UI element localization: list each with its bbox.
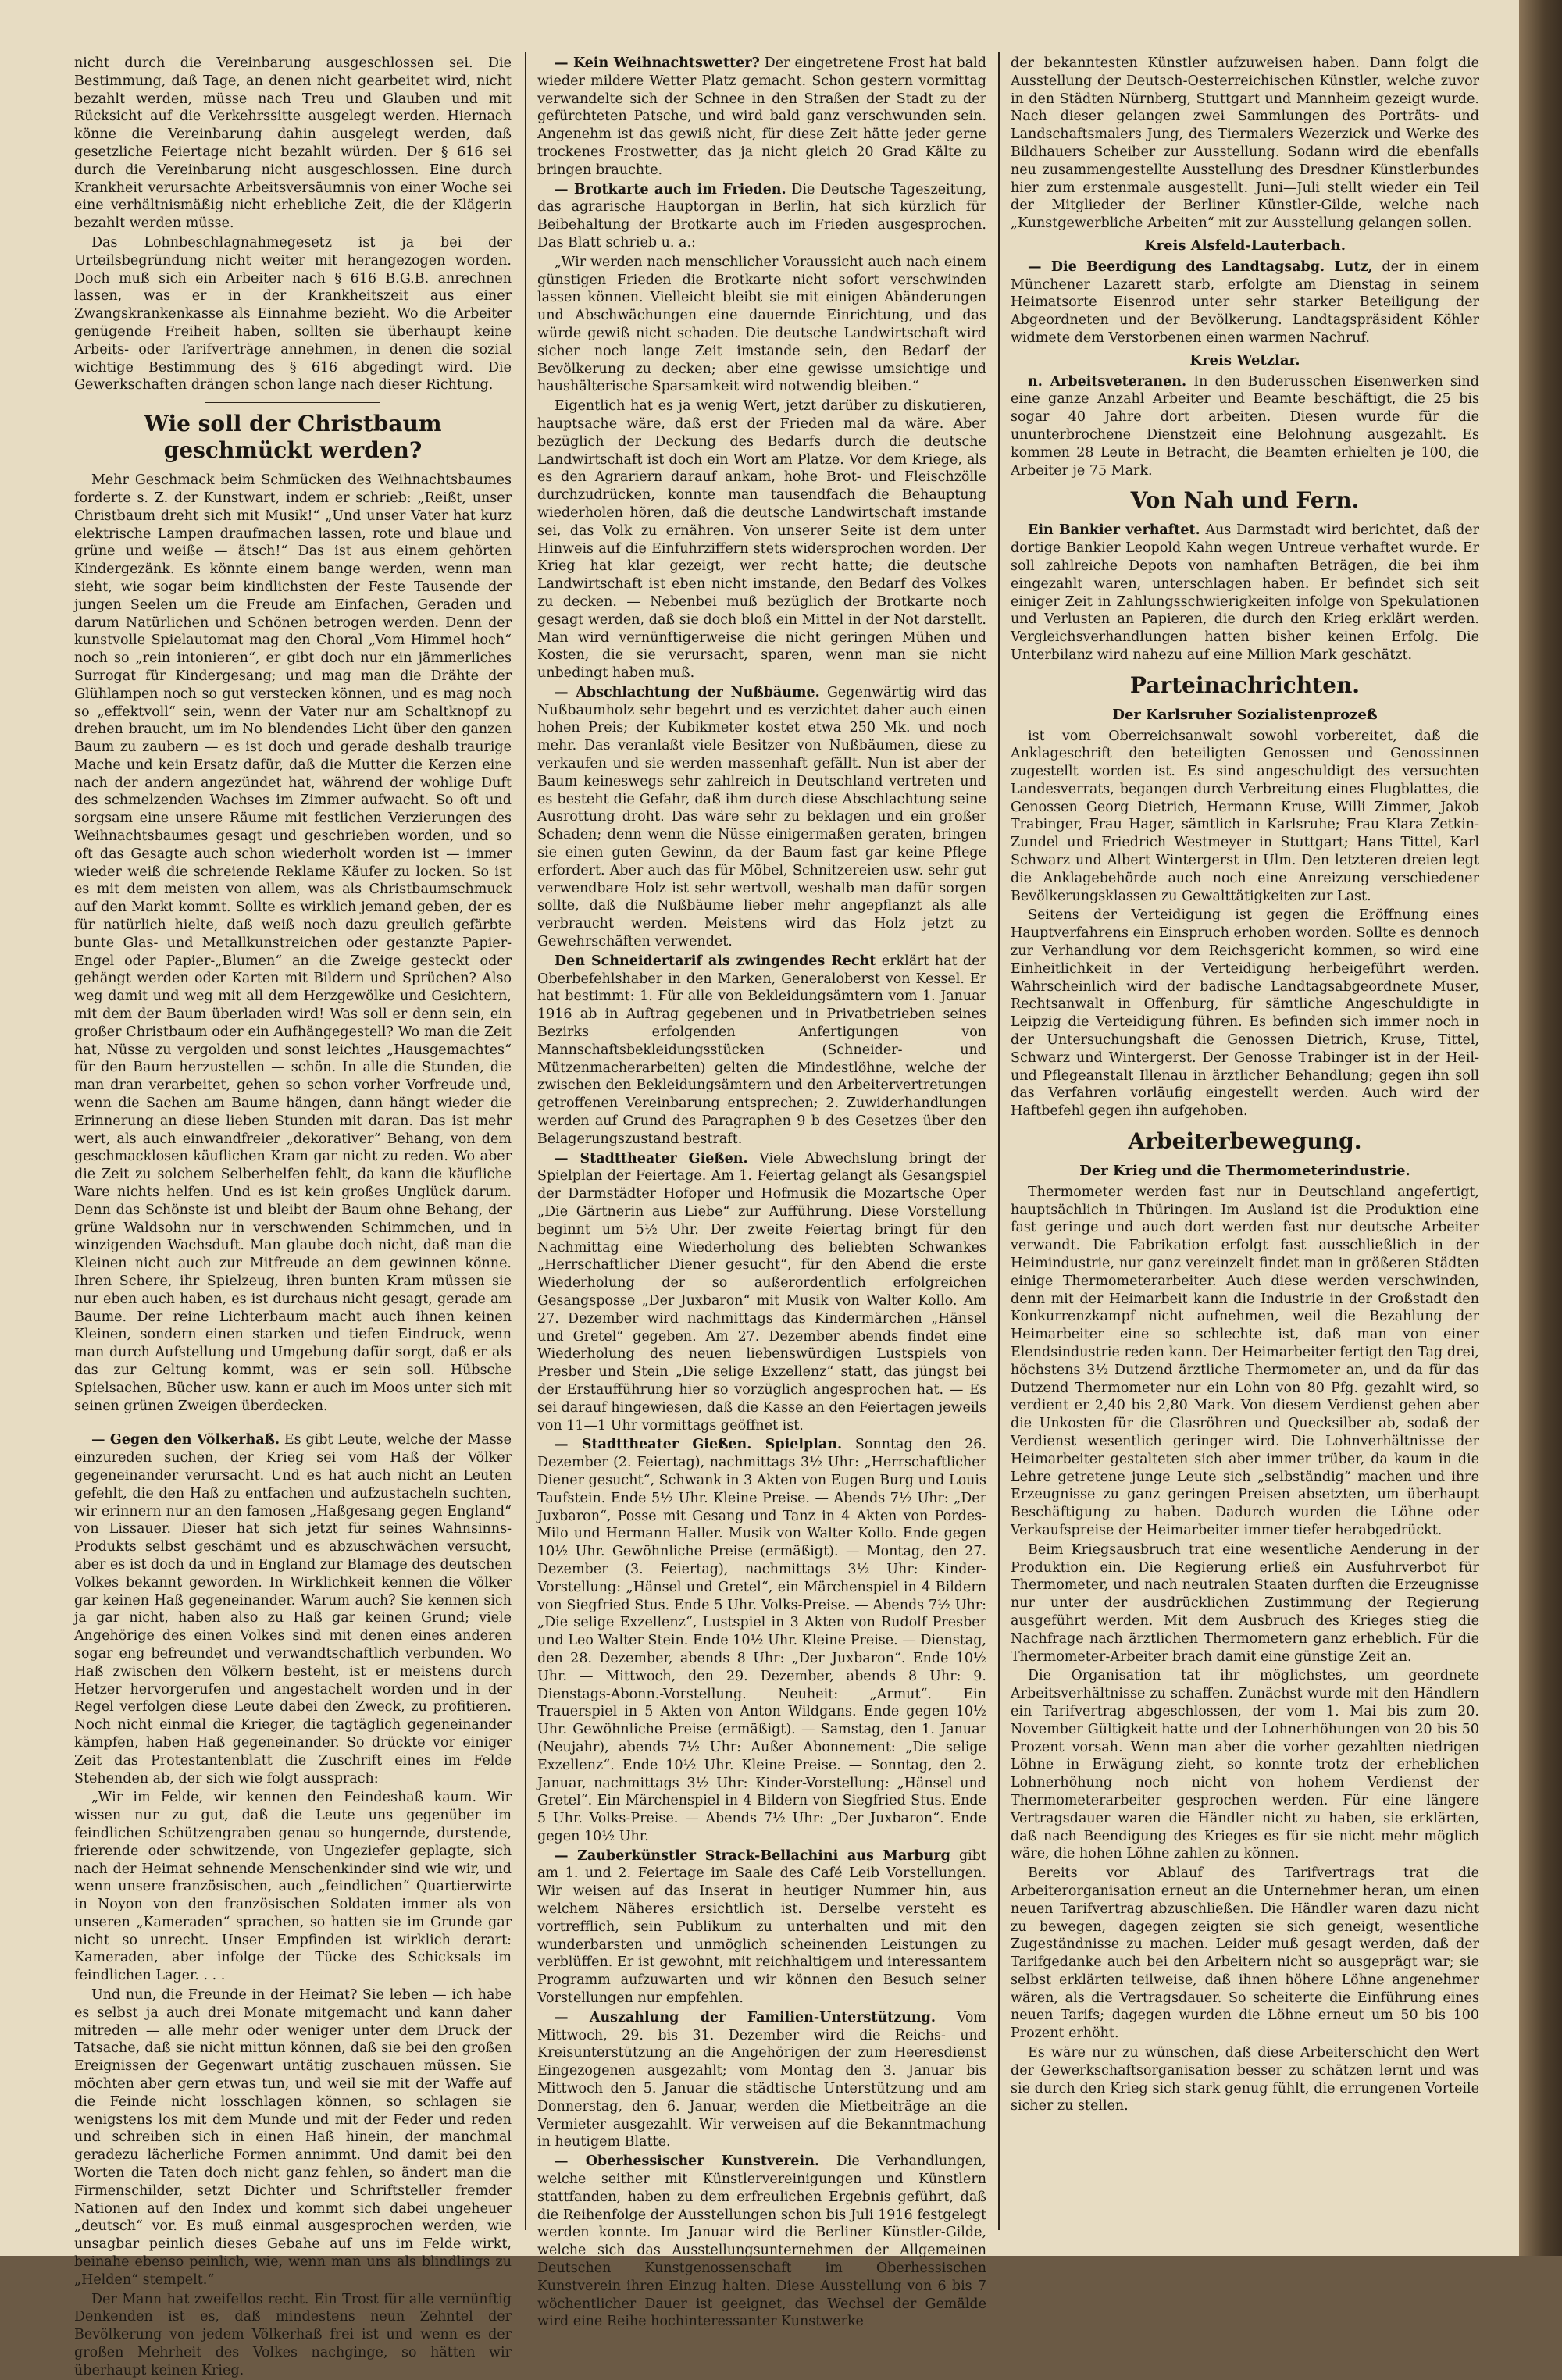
paragraph: Die Deutsche Tageszeitung, das agrarische Hauptorgan in Berlin, hat sich kürzlich für Beibehaltung der Brotkarte auch im Frieden ausgesprochen. Das Blatt schrieb u. a.: <box>537 181 986 251</box>
paragraph: Viele Abwechslung bringt der Spielplan der Feiertage. Am 1. Feiertag gelangt als Gesangspiel der Darmstädter Hofoper und Hofmusik die Mozartsche Oper „Die Gärtnerin aus Liebe“ zur Aufführung. Diese Vorstellung beginnt um 5½ Uhr. Der zweite Feiertag bringt für den Nachmittag eine Wiederholung des beliebten Schwankes „Herrschaftlicher Diener gesucht“, für den Abend die erste Wiederholung der so außerordentlich erfolgreichen Gesangsposse „Der Juxbaron“ mit Musik von Walter Kollo. Am 27. Dezember wird nachmittags das Kindermärchen „Hänsel und Gretel“ gegeben. Am 27. Dezember abends findet eine Wiederholung des neuen liebenswürdigen Lustspiels von Presber und Stein „Die selige Exzellenz“ statt, das jüngst bei der Erstaufführung hier so vorzüglich angesprochen hat. — Es sei darauf hingewiesen, daß die Kasse an den Feiertagen jeweils von 11—1 Uhr vormittags geöffnet ist. <box>537 1150 986 1434</box>
paragraph: Mehr Geschmack beim Schmücken des Weihnachtsbaumes forderte s. Z. der Kunstwart, indem er schrieb: „Reißt, unser Christbaum dreht sich mit Musik!“ „Und unser Vater hat kurz elektrische Lampen draufmachen lassen, rote und blaue und grüne und weiße — ätsch!“ Das ist aus einem gehörten Kindergezänk. Es könnte einem bange werden, wenn man sieht, wie sogar beim kindlichsten der Feste Tausende der jungen Seelen um die Freude am Einfachen, Geraden und darum Natürlichen und Schönen betrogen werden. Denn der kunstvolle Spielautomat mag den Choral „Vom Himmel hoch“ noch so „rein intonieren“, er gibt doch nur ein jämmerliches Surrogat für Kindergesang; und mag man die Drähte der Glühlampen noch so gut verstecken können, und es mag noch so „effektvoll“ sein, wenn der Vater nur am Schaltknopf zu drehen braucht, um im No blendendes Licht über den ganzen Baum zu zaubern — es ist doch und gerade deshalb traurige Mache und kein Ersatz dafür, daß die Mutter die Kerzen eine nach der andern angezündet hat, während der wohlige Duft des schmelzenden Wachses im Zimmer aufwacht. So oft und sorgsam eine unsere Räume mit festlichen Verzierungen des Weihnachtsbaumes gesagt und geschrieben worden, und so oft das Gesagte auch schon wiederholt worden ist — immer wieder weiß die schreiende Reklame Käufer zu locken. So ist es mit dem meisten von allem, was als Christbaumschmuck auf den Markt kommt. Sollte es wirklich jemand geben, der es für natürlich hielte, daß weiß noch dazu greulich gefärbte bunte Glas- und Metallkunstreichen oder gestanzte Papier-Engel oder Papier-„Blumen“ an die Zweige gesteckt oder gehängt werden oder Karten mit Bildern und Sprüchen? Also weg damit und weg mit all dem Herzgewölke und Gesichtern, mit dem der Baum überladen wird! Was soll er denn sein, ein großer Christbaum oder ein Aufhängegestell? Wo man die Zeit hat, Nüsse zu vergolden und sonst leichtes „Hausgemachtes“ für den Baum herzustellen — schön. In alle die Stunden, die man dran verarbeitet, gehen so schon vorher Vorfreude und, wenn die Sachen am Baume hängen, dann hängt wieder die Erinnerung an diese lieben Stunden mit daran. Das ist mehr wert, als auch einwandfreier „dekorativer“ Behang, von dem geschmacklosen käuflichen Kram gar nicht zu reden. Wo aber die Zeit zu solchem Selberhelfen fehlt, da kann die käufliche Ware nichts helfen. Und es ist kein großes Unglück darum. Denn das Schönste ist und bleibt der Baum ohne Behang, der grüne Waldsohn nur in verschwenden Schimmchen, und in winzigenden Wachsduft. Man glaube doch nicht, daß man die Kleinen nicht auch zur Mitfreude an dem gewinnen könne. Ihren Schere, ihr Spielzeug, ihren bunten Kram müssen sie nur eben auch haben, es ist durchaus nicht gesagt, gerade am Baume. Der reine Lichterbaum macht auch ihnen keinen Kleinen, sondern einen starken und tiefen Eindruck, wenn man durch Aufstellung und Umgebung dafür sorgt, daß er als das zur Geltung kommt, was er sein soll. Hübsche Spielsachen, Bücher usw. kann er auch im Moos unter sich mit seinen grünen Zweigen überdecken. <box>74 472 512 1414</box>
paragraph: Es gibt Leute, welche der Masse einzureden suchen, der Krieg sei vom Haß der Völker gegeneinander verursacht. Und es hat auch nicht an Leuten gefehlt, die den Haß zu entfachen und aufzustacheln suchten, wir erinnern nur an den famosen „Haßgesang gegen England“ von Lissauer. Dieser hat sich jetzt für seines Wahnsinns-Produkts selbst geschämt und es abzuschwächen versucht, aber es ist doch da und in England zur Blamage des deutschen Volkes bekannt geworden. In Wirklichkeit kennen die Völker gar keinen Haß gegeneinander. Warum auch? Sie kennen sich ja gar nicht, haben also zu Haß gar keinen Grund; viele Angehörige des einen Volkes sind mit denen eines anderen sogar eng befreundet und verwandtschaftlich verbunden. Wo Haß zwischen den Völkern besteht, ist er meistens durch Hetzer hervorgerufen und angestachelt worden und in der Regel verfolgen diese Leute dabei den Zweck, zu profitieren. Noch nicht einmal die Krieger, die tagtäglich gegeneinander kämpfen, haben Haß gegeneinander. So drückte vor einiger Zeit das Protestantenblatt die Zuschrift eines im Felde Stehenden ab, der sich wie folgt aussprach: <box>74 1432 512 1787</box>
subhead-sozialistenprozess: Der Karlsruher Sozialistenprozeß <box>1112 706 1378 723</box>
item-lead: n. Arbeitsveteranen. <box>1028 373 1187 390</box>
item-lead: — Oberhessischer Kunstverein. <box>555 2154 820 2170</box>
paragraph: Es wäre nur zu wünschen, daß diese Arbeiterschicht den Wert der Gewerkschaftsorganisation besser zu schätzen lernt und was sie durch den Krieg sich stark genug fühlt, die errungenen Vorteile sicher zu stellen. <box>1011 2045 1479 2115</box>
headline-parteinachrichten: Parteinachrichten. <box>1129 672 1361 698</box>
paragraph: der in einem Münchener Lazarett starb, erfolgte am Dienstag in seinem Heimatsorte Eisenrod unter sehr starker Beteiligung der Abgeordneten und der Bevölkerung. Landtagspräsident Köhler widmete dem Verstorbenen einen warmen Nachruf. <box>1011 258 1479 346</box>
paragraph: Eigentlich hat es ja wenig Wert, jetzt darüber zu diskutieren, hauptsache wäre, daß erst der Frieden mal da wäre. Aber bezüglich der Deckung des Bedarfs durch die deutsche Landwirtschaft ist doch ein Wort am Platze. Vor dem Kriege, als es den Agrariern darauf ankam, hohe Brot- und Fleischzölle durchzudrücken, konnte man tausendfach die Behauptung wiederholen hören, daß die deutsche Landwirtschaft imstande sei, das Volk zu ernähren. Von unserer Seite ist dem unter Hinweis auf die Einfuhrziffern stets widersprochen worden. Der Krieg hat klar gezeigt, wer recht hatte; die deutsche Landwirtschaft ist eben nicht imstande, den Bedarf des Volkes zu decken. — Nebenbei muß bezüglich der Brotkarte noch gesagt werden, daß sie doch bloß ein Mittel in der Not darstellt. Man wird vernünftigerweise die nicht geringen Mühen und Kosten, die sie verursacht, sparen, wenn man sie nicht unbedingt haben muß. <box>537 398 986 682</box>
headline-arbeiterbewegung: Arbeiterbewegung. <box>1128 1128 1362 1155</box>
paragraph: nicht durch die Vereinbarung ausgeschlossen sei. Die Bestimmung, daß Tage, an denen nicht gearbeitet wird, nicht bezahlt werden, müsse nach Treu und Glauben und mit Rücksicht auf die Verkehrssitte ausgelegt werden. Hiernach könne die Vereinbarung dahin ausgelegt werden, daß gesetzliche Feiertage nicht bezahlt würden. Der § 616 sei durch die Vereinbarung nicht ausgeschlossen. Eine durch Krankheit verursachte Arbeitsversäumnis von einer Woche sei eine verhältnismäßig nicht erhebliche Zeit, die der Klägerin bezahlt werden müsse. <box>74 55 512 232</box>
column-2 <box>537 55 986 2330</box>
paragraph: In den Buderusschen Eisenwerken sind eine ganze Anzahl Arbeiter und Beamte beschäftigt, die 25 bis sogar 40 Jahre dort arbeiten. Diesen wurde für die ununterbrochene Dienstzeit eine Belohnung ausgezahlt. Es kommen 28 Leute in Betracht, die Beamten erhielten je 100, die Arbeiter je 75 Mark. <box>1011 373 1479 479</box>
section-kreis-alsfeld: Kreis Alsfeld-Lauterbach. <box>1143 237 1346 254</box>
headline-christbaum: Wie soll der Christbaum geschmückt werden? <box>144 411 442 464</box>
paragraph: gibt am 1. und 2. Feiertage im Saale des Café Leib Vorstellungen. Wir weisen auf das Inserat in heutiger Nummer hin, aus welchem Näheres ersichtlich ist. Derselbe versteht es vortrefflich, sein Publikum zu unterhalten und mit den wunderbarsten und unmöglich scheinenden Leistungen zu verblüffen. Er ist gewohnt, mit reichhaltigem und interessantem Programm aufzuwarten und wir können den Besuch seiner Vorstellungen nur empfehlen. <box>537 1847 986 2007</box>
paragraph: Bereits vor Ablauf des Tarifvertrags trat die Arbeiterorganisation erneut an die Unternehmer heran, um einen neuen Tarifvertrag abzuschließen. Die Händler waren dazu nicht zu bewegen, dagegen zeigten sie sich geneigt, wesentliche Zugeständnisse zu machen. Leider muß gesagt werden, daß der Tarifgedanke auch bei den Arbeitern nicht so ausgeprägt war; sie selbst erklärten teilweise, daß ihnen höhere Löhne angenehmer wären, als die Vertragsdauer. So scheiterte die Einführung eines neuen Tarifs; dagegen wurden die Löhne erneut um 50 bis 100 Prozent erhöht. <box>1011 1865 1479 2042</box>
paragraph: Die Verhandlungen, welche seither mit Künstlervereinigungen und Künstlern stattfanden, haben zu dem erfreulichen Ergebnis geführt, daß die Reihenfolge der Ausstellungen schon bis Juli 1916 festgelegt werden konnte. Im Januar wird die Berliner Künstler-Gilde, welche sich das Ausstellungsunternehmen der Allgemeinen Deutschen Kunstgenossenschaft im Oberhessischen Kunstverein ihren Einzug halten. Diese Ausstellung von 6 bis 7 wöchentlicher Dauer ist geeignet, das Wechsel der Gemälde wird eine Reihe hochinteressanter Kunstwerke <box>537 2154 986 2330</box>
paragraph: Der Mann hat zweifellos recht. Ein Trost für alle vernünftig Denkenden ist es, daß mindestens neun Zehntel der Bevölkerung von jedem Völkerhaß frei ist und wenn es der großen Mehrheit des Volkes nachginge, so hätten wir überhaupt keinen Krieg. <box>74 2291 512 2378</box>
item-lead: — Kein Weihnachtswetter? <box>555 55 760 71</box>
paragraph: Sonntag den 26. Dezember (2. Feiertag), nachmittags 3½ Uhr: „Herrschaftlicher Diener gesucht“, Schwank in 3 Akten von Eugen Burg und Louis Taufstein. Ende 5½ Uhr. Kleine Preise. — Abends 7½ Uhr: „Der Juxbaron“, Posse mit Gesang und Tanz in 4 Akten von Pordes-Milo und Hermann Haller. Musik von Walter Kollo. Ende gegen 10½ Uhr. Gewöhnliche Preise (ermäßigt). — Montag, den 27. Dezember (3. Feiertag), nachmittags 3½ Uhr: Kinder-Vorstellung: „Hänsel und Gretel“, ein Märchenspiel in 4 Bildern von Siegfried Stus. Ende 5 Uhr. Volks-Preise. — Abends 7½ Uhr: „Die selige Exzellenz“, Lustspiel in 3 Akten von Rudolf Presber und Leo Walter Stein. Ende 10½ Uhr. Kleine Preise. — Dienstag, den 28. Dezember, abends 8 Uhr: „Der Juxbaron“. Ende 10½ Uhr. — Mittwoch, den 29. Dezember, abends 8 Uhr: 9. Dienstags-Abonn.-Vorstellung. Neuheit: „Armut“. Ein Trauerspiel in 5 Akten von Anton Wildgans. Ende gegen 10½ Uhr. Gewöhnliche Preise (ermäßigt). — Samstag, den 1. Januar (Neujahr), abends 7½ Uhr: Außer Abonnement: „Die selige Exzellenz“. Ende 10½ Uhr. Kleine Preise. — Sonntag, den 2. Januar, nachmittags 3½ Uhr: Kinder-Vorstellung: „Hänsel und Gretel“. Ein Märchenspiel in 4 Bildern von Siegfried Stus. Ende 5 Uhr. Volks-Preise. — Abends 7½ Uhr: „Der Juxbaron“. Ende gegen 10½ Uhr. <box>537 1437 986 1844</box>
item-lead: — Auszahlung der Familien-Unterstützung. <box>555 2009 936 2025</box>
item-lead: — Brotkarte auch im Frieden. <box>555 181 786 198</box>
paragraph: der bekanntesten Künstler aufzuweisen haben. Dann folgt die Ausstellung der Deutsch-Oesterreichischen Künstler, welche zuvor in den Städten Nürnberg, Stuttgart und Mannheim gezeigt wurde. Nach dieser gelangen zwei Sammlungen des Porträts- und Landschaftsmalers Jung, des Tiermalers Wezerzick und Werke des Bildhauers Scheiber zur Ausstellung. Sodann wird die ebenfalls neu zusammengestellte Ausstellung des Dresdner Künstlerbundes hier zum erstenmale ausgestellt. Juni—Juli stellt wieder ein Teil der Mitglieder der Berliner Künstler-Gilde, welche nach „Kunstgewerbliche Arbeiten“ mit zur Ausstellung gelangen sollen. <box>1011 55 1479 232</box>
paragraph: Das Lohnbeschlagnahmegesetz ist ja bei der Urteilsbegründung nicht weiter mit herangezogen worden. Doch muß sich ein Arbeiter nach § 616 B.G.B. anrechnen lassen, was er in der Krankheitszeit aus einer Zwangskrankenkasse als Einnahme bezieht. Wo die Arbeiter genügende Freiheit haben, sollten sie überhaupt keine Arbeits- oder Tarifverträge annehmen, in denen die sozial wichtige Bestimmung des § 616 abgedingt wird. Die Gewerkschaften drängen schon lange nach dieser Richtung. <box>74 234 512 394</box>
item-lead: — Stadttheater Gießen. Spielplan. <box>555 1437 843 1453</box>
section-kreis-wetzlar: Kreis Wetzlar. <box>1189 351 1300 369</box>
paragraph: Der eingetretene Frost hat bald wieder mildere Wetter Platz gemacht. Schon gestern vormittag verwandelte sich der Schnee in den Straßen der Stadt zu der gefürchteten Patsche, und wird bald ganz verschwunden sein. Angenehm ist das gewiß nicht, für diese Zeit hätte jeder gerne trockenes Frostwetter, das ja nicht gleich 20 Grad Kälte zu bringen brauchte. <box>537 55 986 178</box>
paragraph: Gegenwärtig wird das Nußbaumholz sehr begehrt und es verzichtet daher auch einen hohen Preis; der Kubikmeter kostet etwa 250 Mk. und noch mehr. Das veranlaßt viele Besitzer von Nußbäumen, diese zu verkaufen und sie werden massenhaft gefällt. Nun ist aber der Baum keineswegs sehr zahlreich in Deutschland vertreten und es besteht die Gefahr, daß ihm durch diese Abschlachtung seine Ausrottung droht. Das wäre sehr zu beklagen und ein großer Schaden; denn wenn die Nüsse einigermaßen geraten, bringen sie einen guten Gewinn, da der Baum fast gar keine Pflege erfordert. Aber auch das für Möbel, Schnitzereien usw. sehr gut verwendbare Holz ist sehr wertvoll, weshalb man dafür sorgen sollte, daß die Nußbäume lieber mehr angepflanzt als alle verbraucht werden. Meistens wird das Holz jetzt zu Gewehrschäften verwendet. <box>537 684 986 950</box>
column-rule-2 <box>998 52 1000 2230</box>
paragraph: „Wir werden nach menschlicher Voraussicht auch nach einem günstigen Frieden die Brotkarte nicht sofort verschwinden lassen können. Vielleicht bleibt sie mit einigen Abänderungen und Abschwächungen eine dauernde Einrichtung, und das würde gewiß nicht schaden. Die deutsche Landwirtschaft wird sicher noch lange Zeit imstande sein, den Bedarf der Bevölkerung zu decken; aber eine gewisse umsichtige und haushälterische Sparsamkeit wird notwendig bleiben.“ <box>537 254 986 395</box>
column-rule-1 <box>525 52 526 2230</box>
item-lead: — Abschlachtung der Nußbäume. <box>555 684 820 700</box>
paragraph: Seitens der Verteidigung ist gegen die Eröffnung eines Hauptverfahrens ein Einspruch erhoben worden. Sollte es dennoch zur Verhandlung vor dem Reichsgericht kommen, so wird eine Einheitlichkeit in der Verteidigung herbeigeführt werden. Wahrscheinlich wird der badische Landtagsabgeordnete Muser, Rechtsanwalt in Offenburg, für sämtliche Angeschuldigte in Leipzig die Verteidigung führen. Es befinden sich immer noch in der Untersuchungshaft die Genossen Dietrich, Kruse, Tittel, Schwarz und Wintergerst. Der Genosse Trabinger ist in der Heil- und Pflegeanstalt Illenau in ärztlicher Behandlung; gegen ihn soll das Verfahren vorläufig eingestellt werden. Auch wird der Haftbefehl gegen ihn aufgehoben. <box>1011 907 1479 1120</box>
headline-von-nah-und-fern: Von Nah und Fern. <box>1130 487 1360 514</box>
book-binding-edge <box>1519 0 1562 2256</box>
paragraph: Und nun, die Freunde in der Heimat? Sie leben — ich habe es selbst ja auch drei Monate mitgemacht und kann daher mitreden — alle mehr oder weniger unter dem Druck der Tatsache, daß sie nicht mittun können, daß sie bei den großen Ereignissen der Gegenwart untätig zuschauen müssen. Sie möchten aber gern etwas tun, und weil sie mit der Waffe auf die Feinde nicht losschlagen können, so schlagen sie wenigstens los mit dem Munde und mit der Feder und reden und schreiben sich in einen Haß hinein, der manchmal geradezu lächerliche Formen annimmt. Und damit bei den Worten die Taten doch nicht ganz fehlen, so ändert man die Firmenschilder, setzt Dichter und Schriftsteller fremder Nationen auf den Index und kommt sich dabei ungeheuer „deutsch“ vor. Es muß einmal ausgesprochen werden, wie unsagbar peinlich dieses Gebahe auf uns im Felde wirkt, beinahe ebenso peinlich, wie, wenn man uns als blindlings zu „Helden“ stempelt.“ <box>74 1987 512 2288</box>
item-lead: Ein Bankier verhaftet. <box>1028 522 1200 539</box>
paragraph: ist vom Oberreichsanwalt sowohl vorbereitet, daß die Anklageschrift den beteiligten Genossen und Genossinnen zugestellt worden ist. Es sind angeschuldigt des versuchten Landesverrats, begangen durch Verbreitung eines Flugblattes, die Genossen Georg Dietrich, Hermann Kruse, Willi Zimmer, Jakob Trabinger, Frau Hager, sämtlich in Karlsruhe; Frau Klara Zetkin-Zundel und Friedrich Westmeyer in Stuttgart; Hans Tittel, Karl Schwarz und Albert Wintergerst in Ulm. Den letzteren dreien legt die Anklagebehörde auch noch eine Anreizung verschiedener Bevölkerungsklassen zu Gewalttätigkeiten zur Last. <box>1011 728 1479 904</box>
paragraph: Beim Kriegsausbruch trat eine wesentliche Aenderung in der Produktion ein. Die Regierung erließ ein Ausfuhrverbot für Thermometer, und nach neutralen Staaten durften die Erzeugnisse nur unter der ausdrücklichen Zustimmung der Regierung ausgeführt werden. Mit dem Ausbruch des Krieges stieg die Nachfrage nach ärztlichen Thermometern ganz erheblich. Für die Thermometer-Arbeiter brach damit eine günstige Zeit an. <box>1011 1541 1479 1665</box>
paragraph: Thermometer werden fast nur in Deutschland angefertigt, hauptsächlich in Thüringen. Im Ausland ist die Produktion eine fast geringe und auch dort werden fast nur deutsche Arbeiter verwandt. Die Fabrikation erfolgt fast ausschließlich in der Heimindustrie, nur ganz vereinzelt findet man in größeren Städten einige Thermometerarbeiter. Auch diese werden verschwinden, denn mit der Heimarbeit kann die Industrie in der Großstadt den Konkurrenzkampf nicht aufnehmen, weil die Bezahlung der Heimarbeiter eine so schlechte ist, daß man von einer Elendsindustrie reden kann. Der Heimarbeiter fertigt den Tag drei, höchstens 3½ Dutzend ärztliche Thermometer an, und da für das Dutzend Thermometer nur ein Lohn von 80 Pfg. gezahlt wird, so verdient er 2,40 bis 2,80 Mark. Von diesem Verdienst gehen aber die Unkosten für die Glasröhren und Quecksilber ab, sodaß der Verdienst wesentlich geringer wird. Die Lohnverhältnisse der Heimarbeiter gestalteten sich aber immer trüber, da kaum in die Lehre getretene junge Leute sich „selbständig“ machen und ihre Erzeugnisse zu ganz geringen Preisen absetzten, um überhaupt Beschäftigung zu haben. Dadurch wurden die Löhne oder Verkaufspreise der Heimarbeiter immer tiefer herabgedrückt. <box>1011 1184 1479 1538</box>
item-lead: — Die Beerdigung des Landtagsabg. Lutz, <box>1028 258 1373 275</box>
column-3 <box>1011 55 1479 2241</box>
paragraph: Vom Mittwoch, 29. bis 31. Dezember wird die Reichs- und Kreisunterstützung an die Angehörigen der zum Heeresdienst Eingezogenen ausgezahlt; vom Montag den 3. Januar bis Mittwoch den 5. Januar die städtische Unterstützung und am Donnerstag, den 6. Januar, werden die Mietbeiträge an die Vermieter ausgezahlt. Wir verweisen auf die Bekanntmachung in heutigem Blatte. <box>537 2009 986 2150</box>
item-lead: — Gegen den Völkerhaß. <box>91 1432 280 1448</box>
paragraph: „Wir im Felde, wir kennen den Feindeshaß kaum. Wir wissen nur zu gut, daß die Leute uns gegenüber im feindlichen Schützengraben genau so hungernde, durstende, frierende oder schwitzende, von Ungeziefer geplagte, sich nach der Heimat sehnende Menschenkinder sind wie wir, und wenn unsere französischen, auch „feindlichen“ Quartierwirte in Noyon von den französischen Soldaten immer als von unseren „Kameraden“ sprachen, so hatten sie im Grunde gar nicht so unrecht. Unser Empfinden ist wirklich derart: Kameraden, aber infolge der Tücke des Schicksals im feindlichen Lager. . . . <box>74 1790 512 1984</box>
paragraph: Aus Darmstadt wird berichtet, daß der dortige Bankier Leopold Kahn wegen Untreue verhaftet wurde. Er soll zahlreiche Depots von namhaften Beträgen, die bei ihm eingezahlt waren, unterschlagen haben. Er befindet sich seit einiger Zeit in Zahlungsschwierigkeiten infolge von Spekulationen und Verlusten an Papieren, die durch den Krieg erklärt werden. Vergleichsverhandlungen hatten bisher keinen Erfolg. Die Unterbilanz wird nahezu auf eine Million Mark geschätzt. <box>1011 522 1479 663</box>
column-1 <box>74 55 512 2378</box>
subhead-thermometerindustrie: Der Krieg und die Thermometerindustrie. <box>1079 1163 1410 1180</box>
item-lead: — Zauberkünstler Strack-Bellachini aus Marburg <box>555 1847 950 1864</box>
item-lead: Den Schneidertarif als zwingendes Recht <box>555 953 876 969</box>
item-lead: — Stadttheater Gießen. <box>555 1150 748 1167</box>
divider <box>205 402 380 403</box>
paragraph: Die Organisation tat ihr möglichstes, um geordnete Arbeitsverhältnisse zu schaffen. Zunächst wurde mit den Händlern ein Tarifvertrag abgeschlossen, der vom 1. Mai bis zum 20. November Gültigkeit hatte und der Lohnerhöhungen von 20 bis 50 Prozent vorsah. Wenn man aber die vorher gezahlten niedrigen Löhne in Erwägung zieht, so konnte trotz der erheblichen Lohnerhöhung noch nicht von hohem Verdienst der Thermometerarbeiter gesprochen werden. Für eine längere Vertragsdauer waren die Händler nicht zu haben, sie erklärten, daß nach Beendigung des Krieges es für sie nicht mehr möglich wäre, die hohen Löhne zahlen zu können. <box>1011 1668 1479 1862</box>
paragraph: erklärt hat der Oberbefehlshaber in den Marken, Generaloberst von Kessel. Er hat bestimmt: 1. Für alle von Bekleidungsämtern vom 1. Januar 1916 ab in Auftrag gegebenen und in Privatbetrieben seines Bezirks erfolgenden Anfertigungen von Mannschaftsbekleidungsstücken (Schneider- und Mützenmacherarbeiten) gelten die Mindestlöhne, welche der zwischen den Bekleidungsämtern und den Arbeitervertretungen getroffenen Vereinbarung entsprechen; 2. Zuwiderhandlungen werden auf Grund des Paragraphen 9 b des Gesetzes über den Belagerungszustand bestraft. <box>537 953 986 1147</box>
